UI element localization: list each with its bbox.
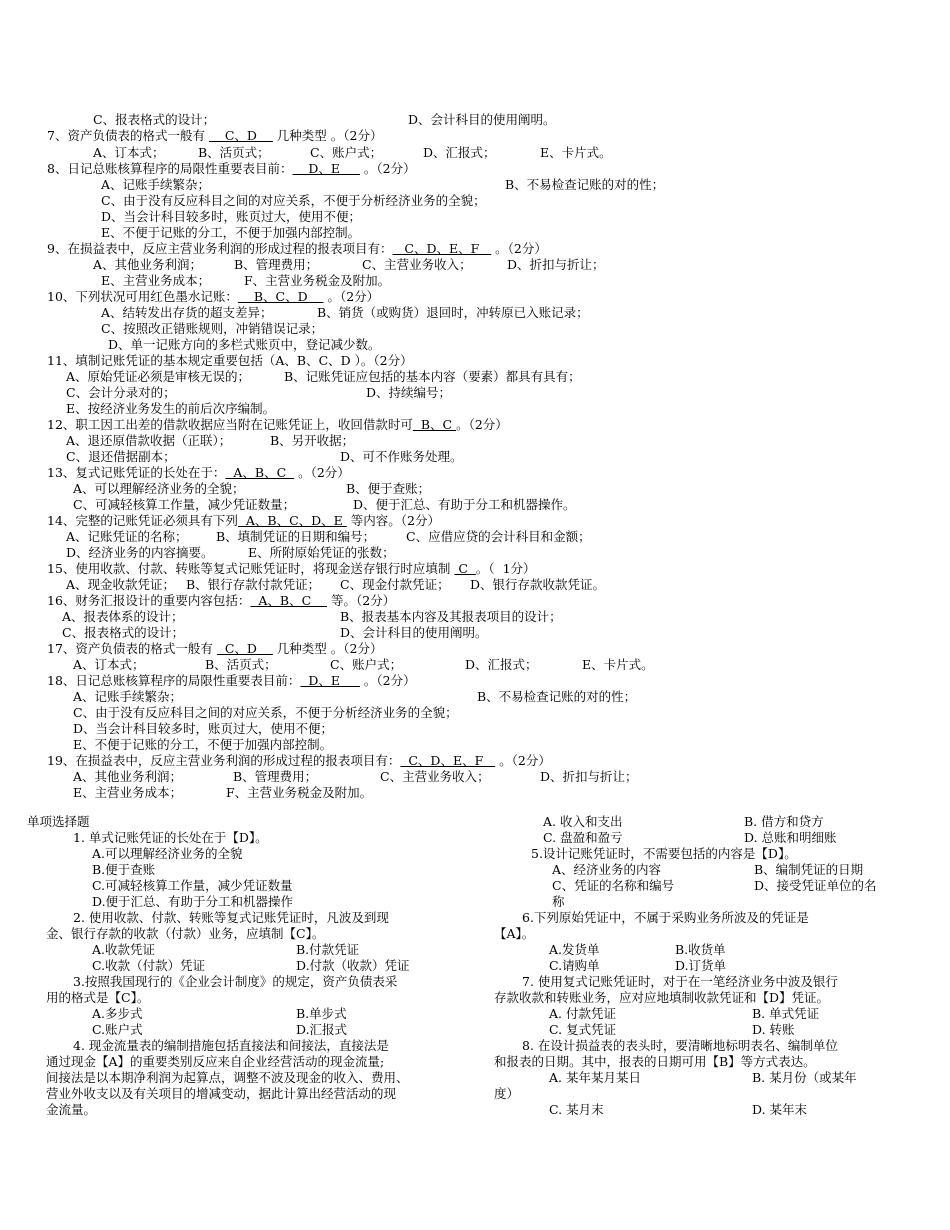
option-d: D.汇报式	[296, 1022, 348, 1037]
question-16: 16、财务汇报设计的重要内容包括： A、B、C 等。（2分）	[47, 593, 396, 608]
option-a: A、退还原借款收据（正联）；	[66, 433, 232, 448]
question-18: 18、日记总账核算程序的局限性重要表目前： D、E 。（2分）	[47, 673, 416, 688]
question-4-cont: 间接法是以本期净利润为起算点，调整不波及现金的收入、费用、	[46, 1070, 409, 1085]
option-c: C、报表格式的设计；	[62, 625, 185, 640]
option-a: A. 某年某月某日	[549, 1070, 641, 1085]
question-7: 7、资产负债表的格式一般有 C、D 几种类型 。（2分）	[47, 128, 383, 143]
answer-blank: C、D、E、F	[400, 753, 496, 768]
option-d: D、折扣与折让；	[507, 257, 605, 272]
option-c: C、报表格式的设计；	[93, 112, 216, 127]
option-b: B、报表基本内容及其报表项目的设计；	[340, 609, 562, 624]
option-b: B、记账凭证应包括的基本内容（要素）都具有具有；	[284, 369, 581, 384]
option-c: C、退还借据副本；	[66, 449, 176, 464]
option-b: B、管理费用；	[234, 257, 319, 272]
question-11: 11、填制记账凭证的基本规定重要包括（A、B、C、D ）。（2分）	[47, 353, 413, 368]
option-a: A.发货单	[549, 942, 600, 957]
option-c: C.可减轻核算工作量，减少凭证数量	[92, 878, 293, 893]
option-d: D、持续编号；	[366, 385, 452, 400]
option-e: E、卡片式。	[582, 657, 654, 672]
option-c: C.收款（付款）凭证	[92, 958, 206, 973]
question-3-cont: 用的格式是【C】。	[46, 990, 150, 1005]
option-a: A.可以理解经济业务的全貌	[92, 846, 243, 861]
option-a: A、记账凭证的名称；	[66, 529, 188, 544]
option-e: E、按经济业务发生的前后次序编制。	[66, 401, 276, 416]
option-d: D、当会计科目较多时，账页过大，使用不便；	[73, 721, 334, 736]
option-c: C.请购单	[549, 958, 600, 973]
option-b: B. 单式凭证	[752, 1006, 820, 1021]
question-2: 2. 使用收款、付款、转账等复式记账凭证时，凡波及到现	[73, 910, 389, 925]
option-b: B、便于查账；	[346, 481, 431, 496]
option-e: E、主营业务成本；	[73, 785, 183, 800]
option-a: A、订本式；	[73, 657, 145, 672]
option-e: E、卡片式。	[540, 145, 612, 160]
answer-blank: C	[454, 561, 476, 576]
option-d: D.订货单	[675, 958, 727, 973]
option-e: E、所附原始凭证的张数；	[248, 545, 395, 560]
answer-blank: A、B、C	[225, 465, 295, 480]
option-c: C.账户式	[92, 1022, 143, 1037]
option-b: B.便于查账	[92, 862, 156, 877]
option-b: B、活页式；	[198, 145, 270, 160]
question-6: 6.下列原始凭证中，不属于采购业务所波及的凭证是	[522, 910, 809, 925]
question-2-cont: 金、银行存款的收款（付款）业务，应填制【C】。	[46, 926, 325, 941]
option-c: C. 复式凭证	[549, 1022, 617, 1037]
option-b: B、编制凭证的日期	[754, 862, 864, 877]
option-b: B、不易检查记账的对的性；	[505, 177, 665, 192]
question-13: 13、复式记账凭证的长处在于： A、B、C 。（2分）	[47, 465, 350, 480]
option-a: A、可以理解经济业务的全貌；	[73, 481, 245, 496]
option-b: B、销货（或购货）退回时，冲转原已入账记录；	[317, 305, 589, 320]
option-a: A、报表体系的设计；	[62, 609, 184, 624]
option-d: D.付款（收款）凭证	[296, 958, 410, 973]
option-d: D、当会计科目较多时，账页过大，使用不便；	[101, 209, 362, 224]
option-d-cont: 称	[552, 894, 565, 909]
option-d: D、会计科目的使用阐明。	[340, 625, 488, 640]
question-4: 4. 现金流量表的编制措施包括直接法和间接法，直接法是	[73, 1038, 389, 1053]
option-d: D. 某年末	[752, 1102, 808, 1117]
option-c: C、按照改正错账规则，冲销错误记录；	[101, 321, 324, 336]
option-c: C、由于没有反应科目之间的对应关系，不便于分析经济业务的全貌；	[73, 705, 458, 720]
question-8-cont: 和报表的日期。其中，报表的日期可用【B】等方式表达。	[494, 1054, 816, 1069]
question-4-cont: 金流量。	[46, 1102, 97, 1117]
option-d: D、接受凭证单位的名	[754, 878, 877, 893]
option-e: E、主营业务成本；	[101, 273, 211, 288]
option-b: B. 某月份（或某年	[752, 1070, 857, 1085]
option-a: A、现金收款凭证；	[66, 577, 176, 592]
option-d: D. 转账	[752, 1022, 795, 1037]
option-c: C、可减轻核算工作量，减少凭证数量；	[73, 497, 296, 512]
question-8: 8. 在设计损益表的表头时，要清晰地标明表名、编制单位	[522, 1038, 838, 1053]
question-10: 10、下列状况可用红色墨水记账： B、C、D 。（2分）	[47, 289, 380, 304]
option-c: C、现金付款凭证；	[340, 577, 450, 592]
option-b: B、银行存款付款凭证；	[186, 577, 321, 592]
question-3: 3.按照我国现行的《企业会计制度》的规定，资产负债表采	[73, 974, 398, 989]
option-b: B、不易检查记账的对的性；	[477, 689, 637, 704]
option-a: A、经济业务的内容	[552, 862, 662, 877]
option-d: D、银行存款收款凭证。	[470, 577, 606, 592]
option-a: A. 付款凭证	[549, 1006, 616, 1021]
option-a: A、记账手续繁杂；	[101, 177, 211, 192]
option-c: C、由于没有反应科目之间的对应关系，不便于分析经济业务的全貌；	[101, 193, 486, 208]
option-b: B.单步式	[296, 1006, 347, 1021]
question-14: 14、完整的记账凭证必须具有下列 A、B、C、D、E 等内容。（2分）	[47, 513, 440, 528]
option-c: C、主营业务收入；	[362, 257, 472, 272]
option-d: D. 总账和明细账	[744, 830, 837, 845]
option-a: A、记账手续繁杂；	[73, 689, 183, 704]
answer-blank: B、C	[412, 417, 457, 432]
question-15: 15、使用收款、付款、转账等复式记账凭证时，将现金送存银行时应填制 C 。（ 1分）	[47, 561, 536, 576]
question-8: 8、日记总账核算程序的局限性重要表目前： D、E 。（2分）	[47, 161, 416, 176]
option-d: D、单一记账方向的多栏式账页中，登记减少数。	[108, 337, 381, 352]
answer-blank: C、D	[216, 641, 273, 656]
answer-blank: C、D、E、F	[392, 241, 492, 256]
option-f: F、主营业务税金及附加。	[226, 785, 373, 800]
question-5: 5.设计记账凭证时，不需要包括的内容是【D】。	[531, 846, 797, 861]
option-d: D、可不作账务处理。	[340, 449, 463, 464]
question-6-cont: 【A】。	[494, 926, 535, 941]
option-b-cont: 度）	[494, 1086, 520, 1101]
question-7-cont: 存款收款和转账业务，应对应地填制收款凭证和【D】凭证。	[494, 990, 830, 1005]
question-17: 17、资产负债表的格式一般有 C、D 几种类型 。（2分）	[47, 641, 383, 656]
question-4-cont: 通过现金【A】的重要类别反应来自企业经营活动的现金流量;	[46, 1054, 385, 1069]
section-heading: 单项选择题	[27, 814, 90, 829]
option-c: C. 某月末	[549, 1102, 604, 1117]
question-12: 12、职工因工出差的借款收据应当附在记账凭证上，收回借款时可 B、C 。（2分）	[47, 417, 508, 432]
question-1: 1. 单式记账凭证的长处在于【D】。	[73, 830, 268, 845]
option-b: B.付款凭证	[296, 942, 360, 957]
question-7: 7. 使用复式记账凭证时，对于在一笔经济业务中波及银行	[522, 974, 838, 989]
option-c: C、账户式；	[310, 145, 383, 160]
option-d: D、会计科目的使用阐明。	[408, 112, 556, 127]
option-a: A、原始凭证必须是审核无误的；	[66, 369, 251, 384]
option-d: D、汇报式；	[465, 657, 538, 672]
answer-blank: A、B、C、D、E	[237, 513, 347, 528]
answer-blank: B、C、D	[237, 289, 324, 304]
option-c: C、应借应贷的会计科目和金额；	[406, 529, 591, 544]
option-b: B.收货单	[675, 942, 726, 957]
option-c: C、账户式；	[330, 657, 403, 672]
option-d: D、便于汇总、有助于分工和机器操作。	[353, 497, 576, 512]
option-a: A. 收入和支出	[543, 814, 623, 829]
option-a: A.多步式	[92, 1006, 143, 1021]
option-a: A.收款凭证	[92, 942, 156, 957]
option-d: D、折扣与折让；	[540, 769, 638, 784]
option-c: C. 盘盈和盈亏	[543, 830, 623, 845]
option-e: E、不便于记账的分工，不便于加强内部控制。	[73, 737, 333, 752]
option-b: B、活页式；	[205, 657, 277, 672]
option-c: C、主营业务收入；	[380, 769, 490, 784]
option-d: D、汇报式；	[423, 145, 496, 160]
option-b: B、另开收据；	[270, 433, 355, 448]
option-a: A、订本式；	[93, 145, 165, 160]
option-f: F、主营业务税金及附加。	[244, 273, 391, 288]
option-e: E、不便于记账的分工，不便于加强内部控制。	[101, 225, 361, 240]
question-4-cont: 营业外收支以及有关项目的增减变动，据此计算出经营活动的现	[46, 1086, 397, 1101]
answer-blank: D、E	[300, 673, 360, 688]
question-9: 9、在损益表中，反应主营业务利润的形成过程的报表项目有： C、D、E、F 。（2分）	[47, 241, 547, 256]
answer-blank: D、E	[292, 161, 360, 176]
option-d: D.便于汇总、有助于分工和机器操作	[92, 894, 294, 909]
option-b: B、填制凭证的日期和编号；	[216, 529, 376, 544]
answer-blank: A、B、C	[250, 593, 328, 608]
option-c: C、凭证的名称和编号	[552, 878, 675, 893]
option-c: C、会计分录对的；	[66, 385, 176, 400]
question-19: 19、在损益表中，反应主营业务利润的形成过程的报表项目有： C、D、E、F 。（2分）	[47, 753, 551, 768]
option-a: A、结转发出存货的超支差异；	[101, 305, 273, 320]
option-b: B. 借方和贷方	[744, 814, 824, 829]
answer-blank: C、D	[208, 128, 273, 143]
option-a: A、其他业务利润；	[93, 257, 203, 272]
option-d: D、经济业务的内容摘要。	[66, 545, 214, 560]
option-b: B、管理费用；	[233, 769, 318, 784]
option-a: A、其他业务利润；	[73, 769, 183, 784]
